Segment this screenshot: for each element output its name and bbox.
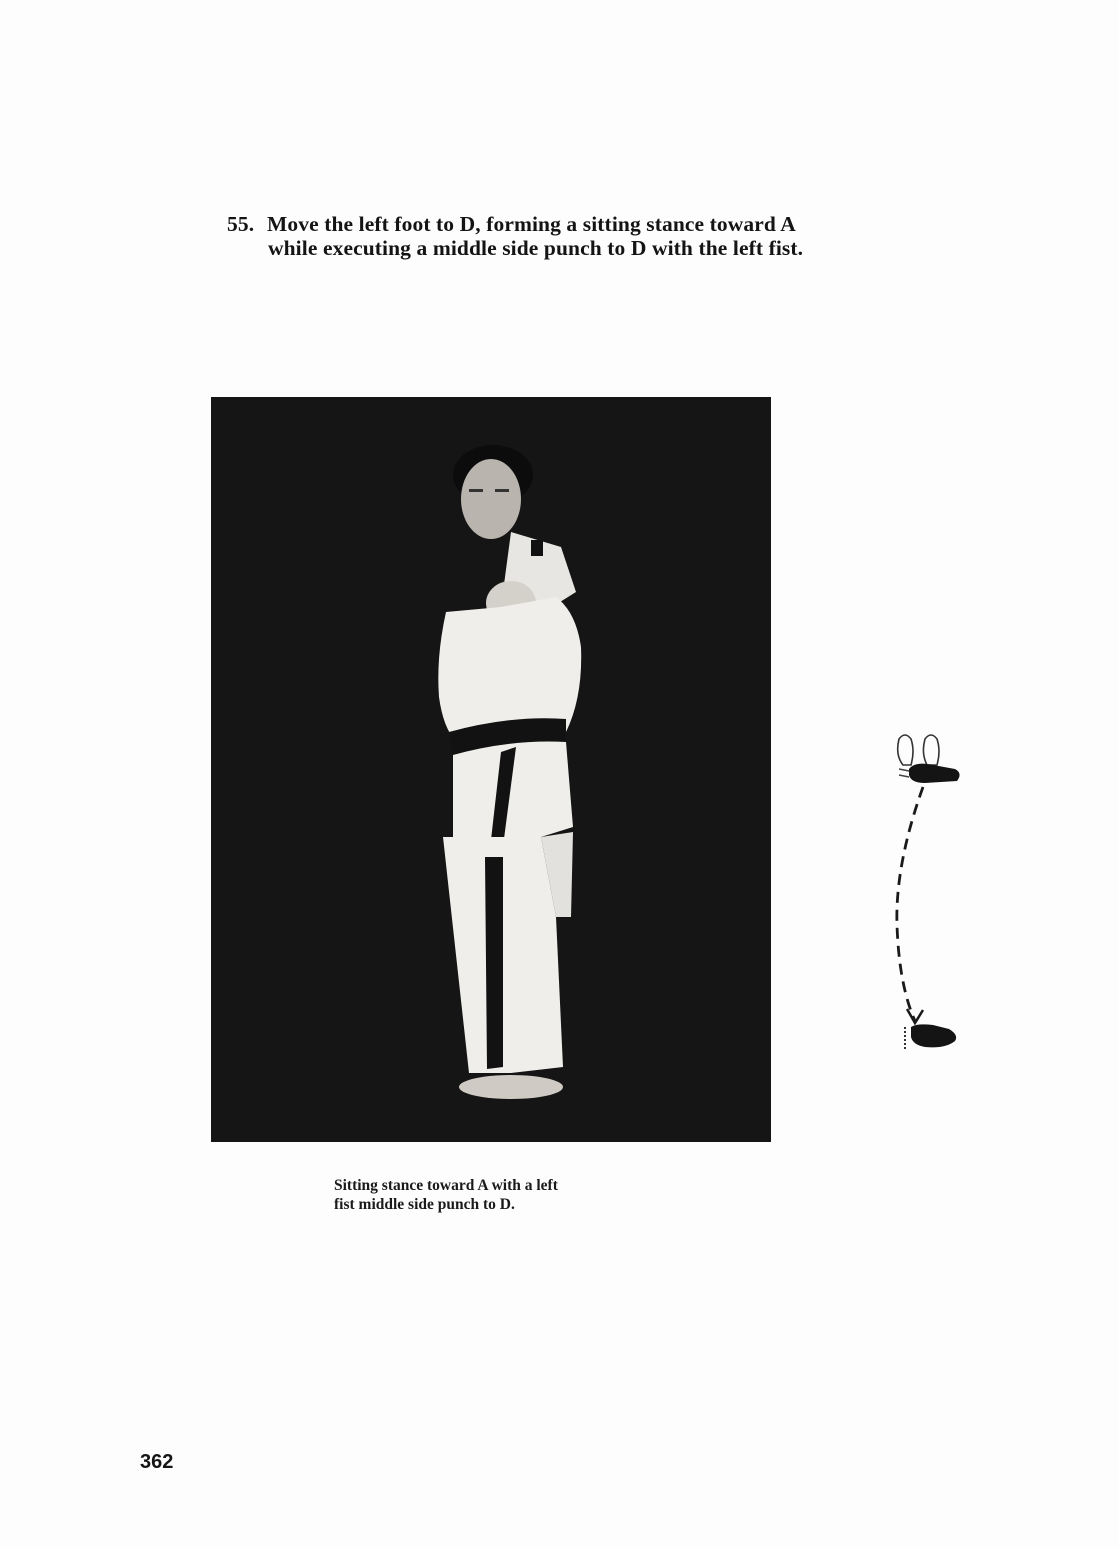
step-text-line-2: while executing a middle side punch to D with the left fist. xyxy=(268,236,804,260)
caption-line-1: Sitting stance toward A with a left xyxy=(334,1177,558,1194)
martial-artist-figure-icon xyxy=(211,397,771,1142)
step-number: 55. xyxy=(227,212,255,236)
technique-photo xyxy=(211,397,771,1142)
photo-caption xyxy=(334,1176,694,1214)
footprint-movement-icon xyxy=(885,725,975,1055)
footwork-diagram xyxy=(885,725,975,1055)
caption-line-2: fist middle side punch to D. xyxy=(334,1196,515,1213)
page-number: 362 xyxy=(140,1451,174,1473)
step-text-line-1: Move the left foot to D, forming a sitting stance toward A xyxy=(267,212,796,236)
step-instruction xyxy=(227,212,947,260)
